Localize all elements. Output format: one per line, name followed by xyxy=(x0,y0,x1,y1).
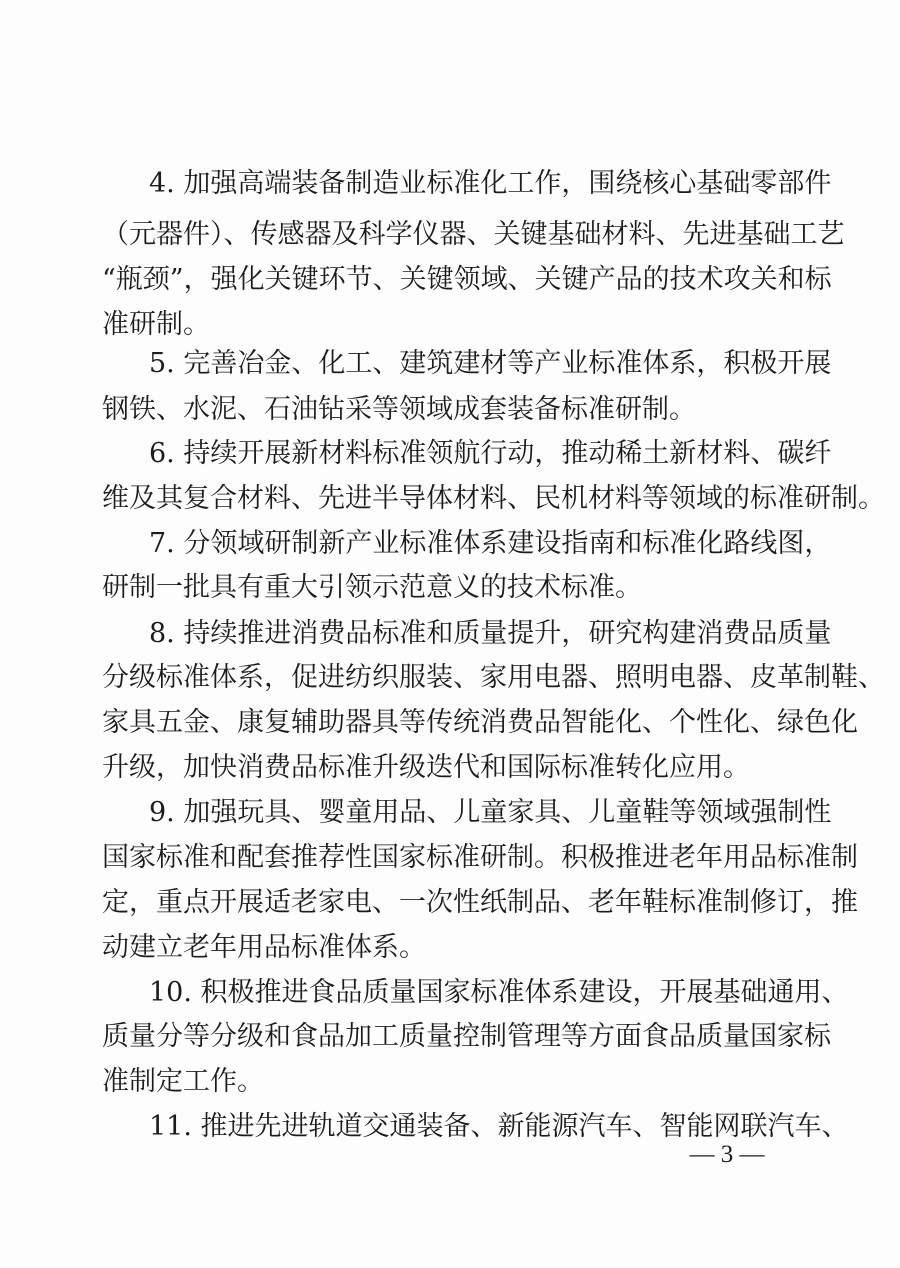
paragraph-9-line-3: 定，重点开展适老家电、一次性纸制品、老年鞋标准制修订，推 xyxy=(102,887,858,918)
paragraph-7-line-1: 7. 分领域研制新产业标准体系建设指南和标准化路线图， xyxy=(149,528,832,559)
paragraph-9-line-4: 动建立老年用品标准体系。 xyxy=(102,932,426,963)
paragraph-6-line-2: 维及其复合材料、先进半导体材料、民机材料等领域的标准研制。 xyxy=(102,483,885,514)
paragraph-10-line-3: 准制定工作。 xyxy=(102,1066,264,1097)
paragraph-4-line-1: 4. 加强高端装备制造业标准化工作，围绕核心基础零部件 xyxy=(149,168,832,199)
paragraph-8-line-1: 8. 持续推进消费品标准和质量提升，研究构建消费品质量 xyxy=(149,618,832,649)
paragraph-8-line-4: 升级，加快消费品标准升级迭代和国际标准转化应用。 xyxy=(102,752,750,783)
paragraph-9-line-1: 9. 加强玩具、婴童用品、儿童家具、儿童鞋等领域强制性 xyxy=(149,797,832,828)
paragraph-7-line-2: 研制一批具有重大引领示范意义的技术标准。 xyxy=(102,572,642,603)
paragraph-5-line-1: 5. 完善冶金、化工、建筑建材等产业标准体系，积极开展 xyxy=(149,348,832,379)
paragraph-9-line-2: 国家标准和配套推荐性国家标准研制。积极推进老年用品标准制 xyxy=(102,842,858,873)
paragraph-11-line-1: 11. 推进先进轨道交通装备、新能源汽车、智能网联汽车、 xyxy=(149,1111,849,1142)
paragraph-10-line-1: 10. 积极推进食品质量国家标准体系建设，开展基础通用、 xyxy=(149,977,849,1008)
paragraph-10-line-2: 质量分等分级和食品加工质量控制管理等方面食品质量国家标 xyxy=(102,1021,831,1052)
paragraph-4-line-4: 准研制。 xyxy=(102,309,210,340)
paragraph-8-line-2: 分级标准体系，促进纺织服装、家用电器、照明电器、皮革制鞋、 xyxy=(102,662,885,693)
paragraph-5-line-2: 钢铁、水泥、石油钻采等领域成套装备标准研制。 xyxy=(102,394,696,425)
paragraph-4-line-3: “瓶颈”，强化关键环节、关键领域、关键产品的技术攻关和标 xyxy=(102,264,832,295)
paragraph-4-line-2: （元器件）、传感器及科学仪器、关键基础材料、先进基础工艺 xyxy=(102,219,845,250)
paragraph-8-line-3: 家具五金、康复辅助器具等传统消费品智能化、个性化、绿色化 xyxy=(102,707,858,738)
paragraph-6-line-1: 6. 持续开展新材料标准领航行动，推动稀土新材料、碳纤 xyxy=(149,438,832,469)
page-number: — 3 — xyxy=(689,1141,765,1168)
